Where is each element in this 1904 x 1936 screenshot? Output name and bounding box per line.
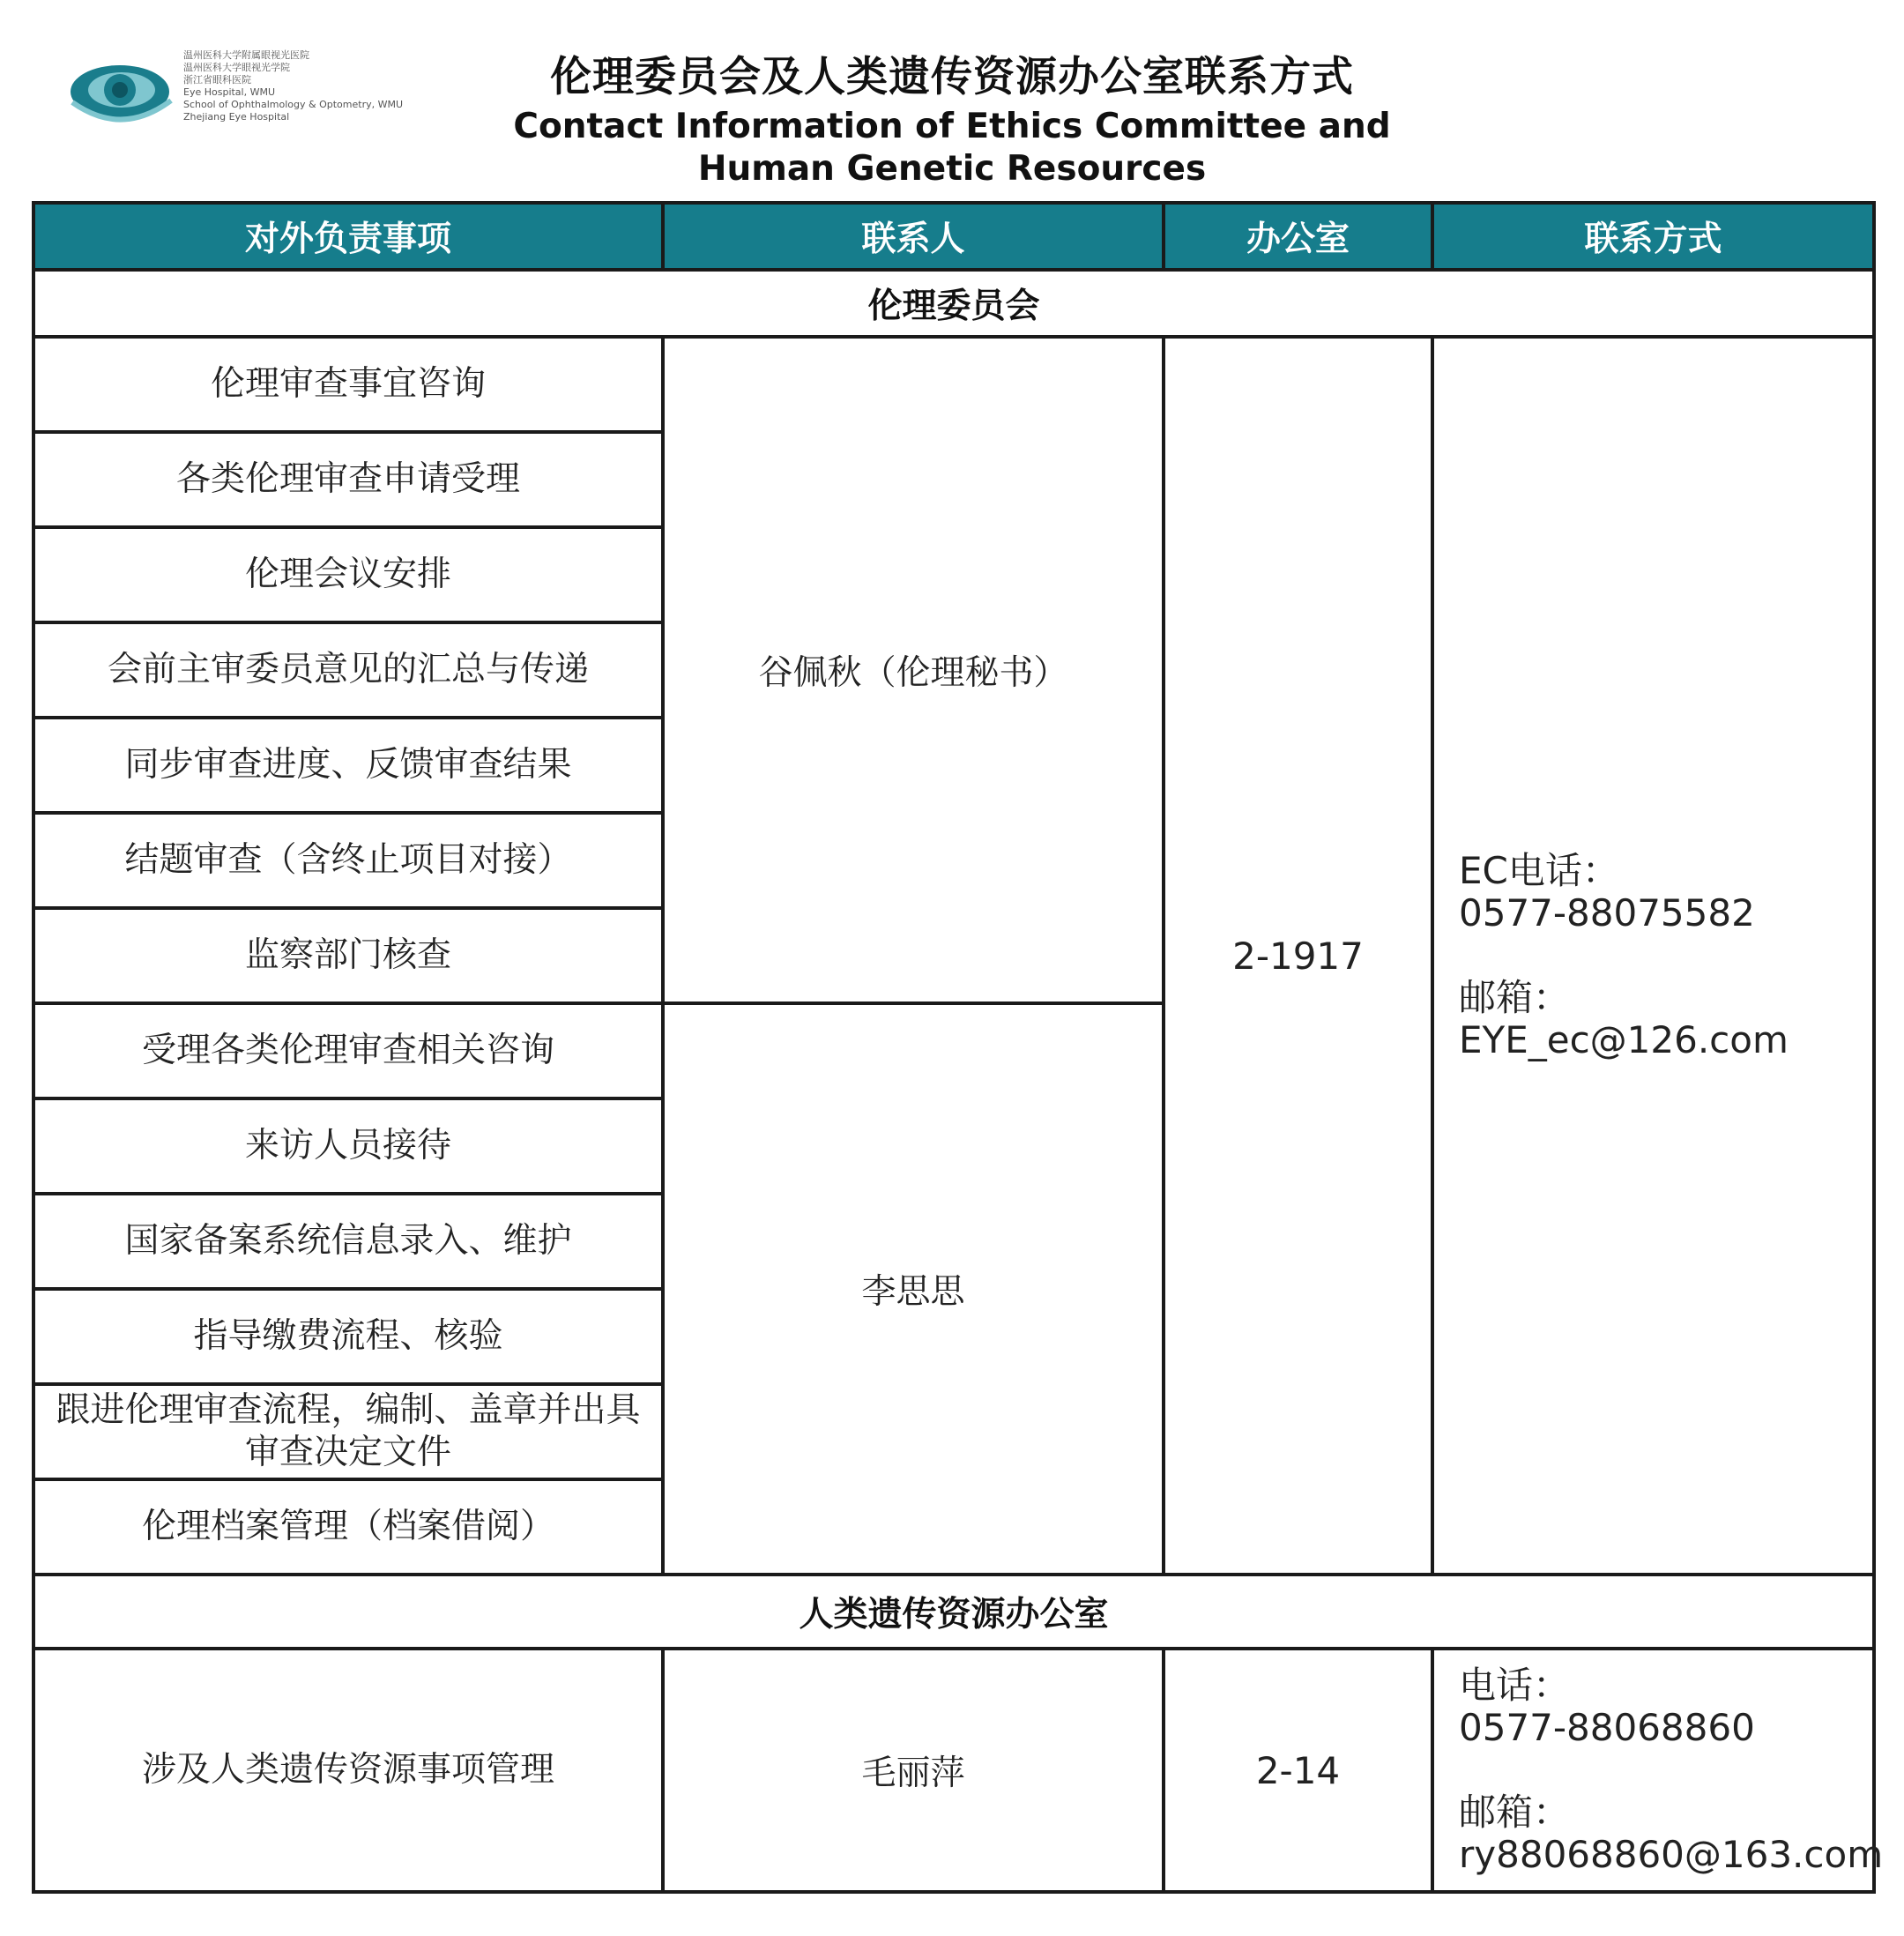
title-en-line: Contact Information of Ethics Committee and (513, 107, 1391, 146)
page-title-en (0, 106, 1904, 190)
duty-cell: 指导缴费流程、核验 (33, 1289, 663, 1384)
logo-line: 温州医科大学附属眼视光医院 (183, 49, 309, 61)
email-address: EYE_ec@126.com (1459, 1018, 1789, 1061)
duty-cell: 来访人员接待 (33, 1098, 663, 1194)
title-en-line: Human Genetic Resources (697, 149, 1207, 189)
logo-line: Zhejiang Eye Hospital (183, 111, 290, 123)
table-row (33, 337, 1874, 432)
office-cell: 2-1917 (1164, 337, 1432, 1575)
section-title-ethics: 伦理委员会 (33, 270, 1874, 337)
section-title-genetic: 人类遗传资源办公室 (33, 1575, 1874, 1649)
logo-line: 浙江省眼科医院 (183, 74, 251, 86)
section-row (33, 270, 1874, 337)
contact-person-cell: 毛丽萍 (663, 1649, 1164, 1892)
duty-cell: 涉及人类遗传资源事项管理 (33, 1649, 663, 1892)
header-row (33, 203, 1874, 270)
duty-cell: 结题审查（含终止项目对接） (33, 813, 663, 908)
column-header-office: 办公室 (1164, 203, 1432, 270)
contact-table (32, 201, 1884, 1894)
page-header (0, 0, 1904, 201)
duty-cell: 各类伦理审查申请受理 (33, 432, 663, 527)
phone-number: 0577-88075582 (1459, 891, 1755, 934)
phone-label: 电话： (1459, 1664, 1571, 1707)
contact-person-cell: 李思思 (663, 1003, 1164, 1575)
column-header-duty: 对外负责事项 (33, 203, 663, 270)
email-label: 邮箱： (1459, 1791, 1571, 1834)
duty-cell: 跟进伦理审查流程，编制、盖章并出具审查决定文件 (33, 1384, 663, 1479)
phone-label: EC电话： (1459, 849, 1619, 892)
contact-person-cell: 谷佩秋（伦理秘书） (663, 337, 1164, 1003)
duty-cell: 伦理会议安排 (33, 527, 663, 622)
duty-cell: 监察部门核查 (33, 908, 663, 1003)
page-title-cn: 伦理委员会及人类遗传资源办公室联系方式 (550, 53, 1354, 101)
column-header-contact: 联系方式 (1432, 203, 1874, 270)
email-address: ry88068860@163.com (1459, 1833, 1884, 1876)
office-cell: 2-14 (1164, 1649, 1432, 1892)
section-row (33, 1575, 1874, 1649)
duty-cell: 伦理档案管理（档案借阅） (33, 1479, 663, 1575)
email-label: 邮箱： (1459, 976, 1571, 1019)
duty-cell: 会前主审委员意见的汇总与传递 (33, 622, 663, 718)
contact-info-cell (1432, 1649, 1884, 1892)
contact-info-cell (1432, 337, 1874, 1575)
duty-cell: 国家备案系统信息录入、维护 (33, 1194, 663, 1289)
logo-line: 温州医科大学眼视光学院 (183, 62, 290, 73)
duty-cell: 伦理审查事宜咨询 (33, 337, 663, 432)
logo-line: Eye Hospital, WMU (183, 86, 276, 98)
phone-number: 0577-88068860 (1459, 1706, 1755, 1749)
column-header-person: 联系人 (663, 203, 1164, 270)
duty-cell: 同步审查进度、反馈审查结果 (33, 718, 663, 813)
logo-line: School of Ophthalmology & Optometry, WMU (183, 99, 404, 110)
duty-cell: 受理各类伦理审查相关咨询 (33, 1003, 663, 1098)
table-row (33, 1649, 1874, 1892)
